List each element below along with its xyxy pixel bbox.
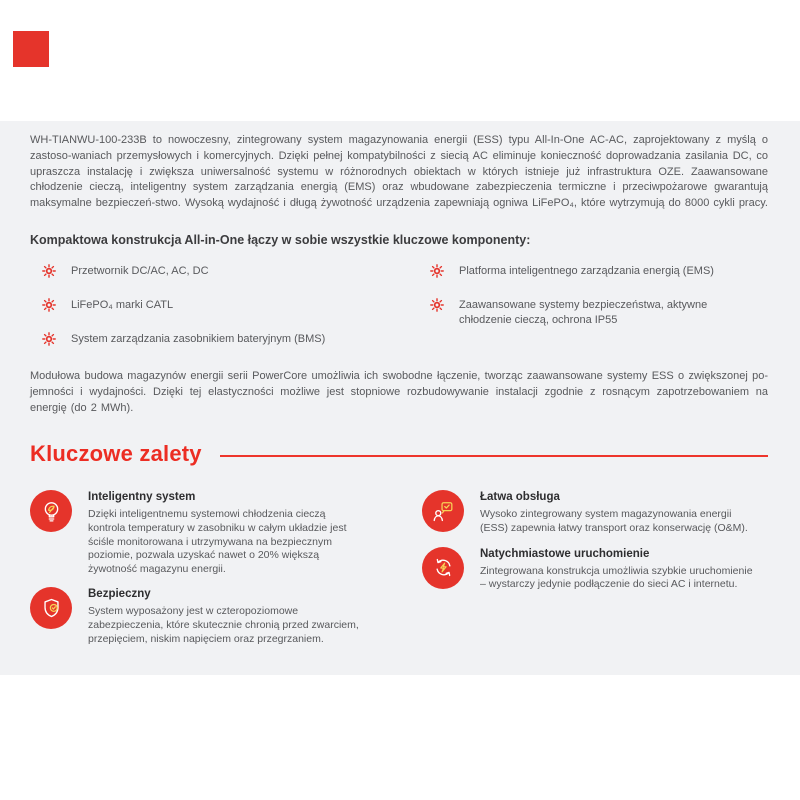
- features-right-column: [422, 490, 768, 591]
- component-label: Zaawansowane systemy bezpieczeństwa, aktywne chłodzenie cieczą, ochrona IP55: [459, 298, 708, 326]
- list-item: [30, 264, 380, 279]
- component-label: Przetwornik DC/AC, AC, DC: [71, 264, 209, 277]
- feature-body: Dzięki inteligentnemu systemowi chłodzenia cieczą kontrola temperatury w zasobniku w całym układzie jest ściśle monitorowana i utrzymywana na bezpiecznym poziomie, pozwala uzyskać nawet o 20% większą żywotność magazynu energii.: [88, 508, 347, 575]
- feature-body: System wyposażony jest w czteropoziomowe zabezpieczenia, które skutecznie chronią przed zwarciem, przepięciem, niskim napięciem oraz przegrzaniem.: [88, 605, 359, 645]
- feature-easy-operation: [422, 490, 768, 535]
- feature-title: Natychmiastowe uruchomienie: [480, 547, 650, 560]
- brand-mark-logo: [13, 31, 49, 67]
- components-left-column: [30, 264, 380, 366]
- content-panel: [0, 121, 800, 675]
- feature-text: [480, 490, 768, 535]
- lightbulb-leaf-icon: [30, 490, 72, 532]
- components-heading: Kompaktowa konstrukcja All-in-One łączy w sobie wszystkie kluczowe komponenty:: [30, 232, 531, 247]
- feature-text: [88, 490, 376, 576]
- sun-gear-icon: [42, 298, 56, 312]
- features-grid: [30, 490, 768, 646]
- components-list: [30, 264, 768, 366]
- feature-instant-start: [422, 547, 768, 592]
- list-item: [418, 264, 768, 279]
- components-right-column: [418, 264, 768, 366]
- component-label: Platforma inteligentnego zarządzania energią (EMS): [459, 264, 714, 277]
- feature-body: Wysoko zintegrowany system magazynowania energii (ESS) zapewnia łatwy transport oraz konserwację (O&M).: [480, 508, 748, 534]
- list-item: [30, 332, 380, 347]
- modular-paragraph: Modułowa budowa magazynów energii serii PowerCore umożliwia ich swobodne łączenie, tworząc zaawansowane systemy ESS o zwiększonej po-jemności i wydajności. Dzięki tej elastyczności możliwe jest stopniowe rozbudowywanie instalacji zgodnie z rosnącym zapotrzebowaniem na energię (do 2 MWh).: [30, 369, 768, 414]
- feature-title: Inteligentny system: [88, 491, 196, 504]
- feature-safe: [30, 587, 376, 646]
- service-support-icon: [422, 490, 464, 532]
- sun-gear-icon: [430, 264, 444, 278]
- sun-gear-icon: [430, 298, 444, 312]
- section-title: Kluczowe zalety: [30, 441, 202, 467]
- component-label: LiFePO₄ marki CATL: [71, 298, 174, 311]
- shield-check-icon: [30, 587, 72, 629]
- key-benefits-heading-row: [30, 442, 768, 466]
- sun-gear-icon: [42, 332, 56, 346]
- feature-title: Bezpieczny: [88, 588, 151, 601]
- feature-title: Łatwa obsługa: [480, 491, 560, 504]
- list-item: [418, 298, 768, 328]
- heading-rule-line: [220, 455, 768, 457]
- feature-text: [480, 547, 768, 592]
- intro-paragraph: WH-TIANWU-100-233B to nowoczesny, zintegrowany system magazynowania energii (ESS) typu All-In-One AC-AC, zaprojektowany z myślą o zastoso-waniach przemysłowych i komercyjnych. Dzięki pełnej kompatybilności z siecią AC eliminuje konieczność doprowadzania zasilania DC, co upraszcza instalację i zwiększa uniwersalność systemu w różnorodnych obiektach w których istnieje już infrastruktura OZE. Zaawansowane chłodzenie cieczą, inteligentny system zarządzania energią (EMS) oraz wbudowane zabezpieczenia termiczne i przeciwpożarowe gwarantują maksymalne bezpieczeń-stwo. Wysoką wydajność i długą żywotność urządzenia zapewniają ogniwa LiFePO₄, które wytrzymują do 8000 cykli pracy.: [30, 134, 768, 210]
- feature-body: Zintegrowana konstrukcja umożliwia szybkie uruchomienie – wystarczy jedynie podłączenie do sieci AC i internetu.: [480, 564, 753, 591]
- quick-start-icon: [422, 547, 464, 589]
- feature-intelligent-system: [30, 490, 376, 576]
- component-label: System zarządzania zasobnikiem bateryjnym (BMS): [71, 332, 326, 345]
- sun-gear-icon: [42, 264, 56, 278]
- list-item: [30, 298, 380, 313]
- features-left-column: [30, 490, 376, 646]
- feature-text: [88, 587, 376, 646]
